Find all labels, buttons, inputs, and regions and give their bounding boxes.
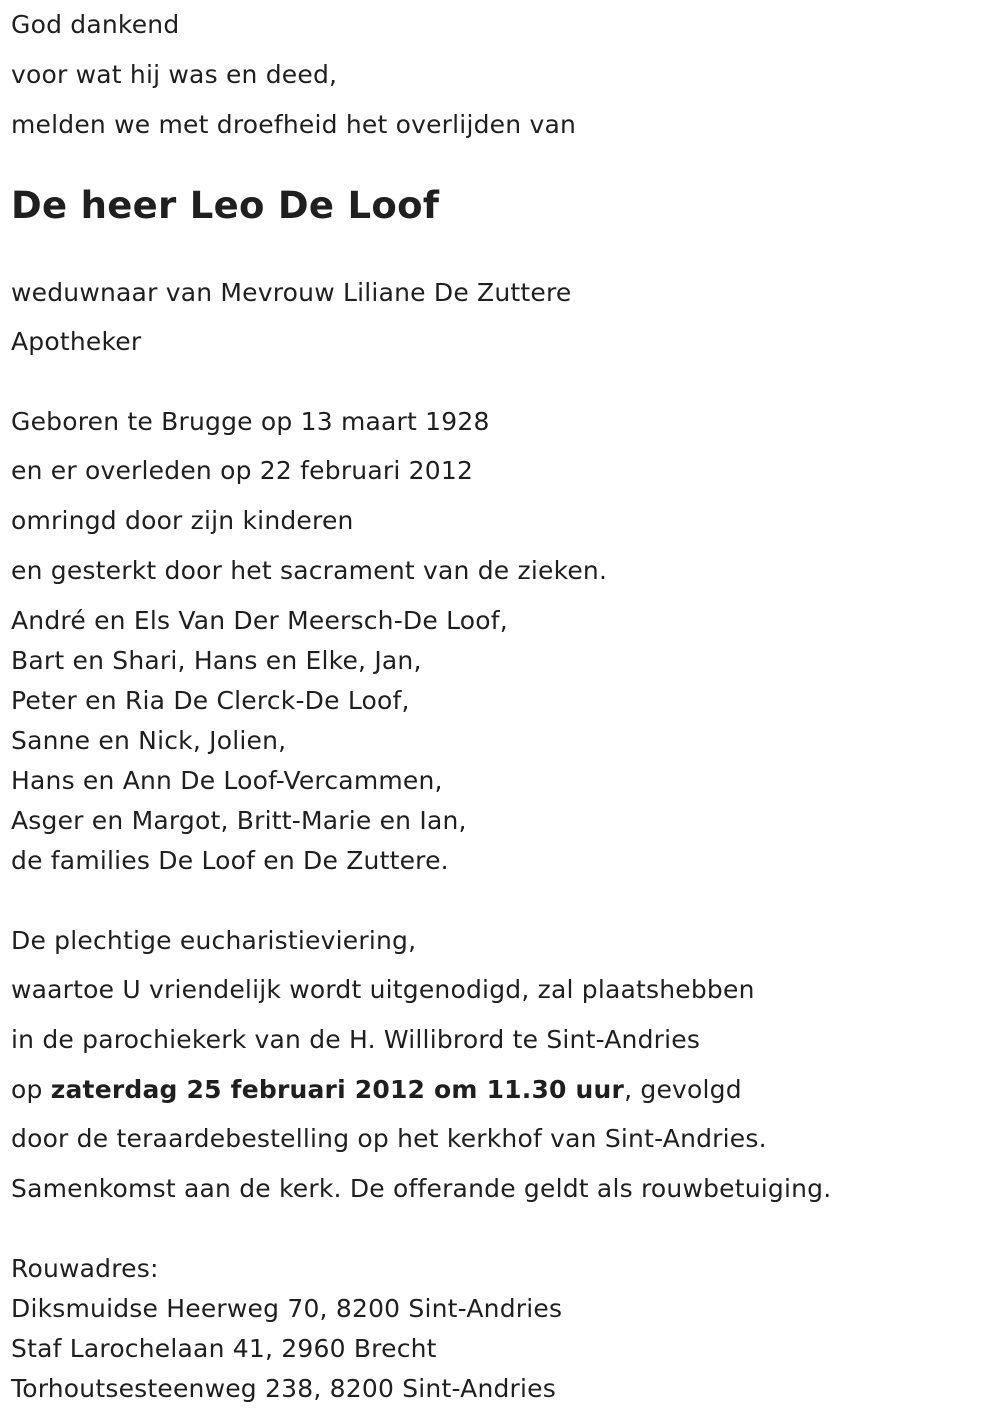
family-line-2: Bart en Shari, Hans en Elke, Jan, (11, 646, 422, 675)
address-line-1: Diksmuidse Heerweg 70, 8200 Sint-Andries (11, 1294, 563, 1323)
intro-line-2: voor wat hij was en deed, (11, 60, 338, 89)
ceremony-line-4 (11, 1077, 742, 1102)
birth-line: Geboren te Brugge op 13 maart 1928 (11, 407, 490, 436)
family-line-4: Sanne en Nick, Jolien, (11, 726, 287, 755)
family-line-6: Asger en Margot, Britt-Marie en Ian, (11, 806, 467, 835)
address-line-2: Staf Larochelaan 41, 2960 Brecht (11, 1334, 437, 1363)
ceremony-date-suffix: , gevolgd (624, 1075, 742, 1104)
ceremony-date: zaterdag 25 februari 2012 om 11.30 uur (50, 1075, 625, 1104)
surrounded-line: omringd door zijn kinderen (11, 506, 354, 535)
ceremony-date-prefix: op (11, 1075, 51, 1104)
family-line-3: Peter en Ria De Clerck-De Loof, (11, 686, 410, 715)
ceremony-line-1: De plechtige eucharistieviering, (11, 926, 417, 955)
death-line: en er overleden op 22 februari 2012 (11, 456, 474, 485)
family-line-5: Hans en Ann De Loof-Vercammen, (11, 766, 443, 795)
intro-line-3: melden we met droefheid het overlijden van (11, 110, 577, 139)
deceased-name: De heer Leo De Loof (11, 184, 440, 227)
ceremony-line-2: waartoe U vriendelijk wordt uitgenodigd, zal plaatshebben (11, 975, 755, 1004)
ceremony-line-5: door de teraardebestelling op het kerkhof van Sint-Andries. (11, 1124, 767, 1153)
sacrament-line: en gesterkt door het sacrament van de zieken. (11, 556, 608, 585)
relation-line-2: Apotheker (11, 327, 142, 356)
ceremony-line-3: in de parochiekerk van de H. Willibrord te Sint-Andries (11, 1025, 701, 1054)
family-line-1: André en Els Van Der Meersch-De Loof, (11, 606, 508, 635)
intro-line-1: God dankend (11, 10, 180, 39)
relation-line-1: weduwnaar van Mevrouw Liliane De Zuttere (11, 278, 572, 307)
address-label: Rouwadres: (11, 1254, 159, 1283)
address-line-3: Torhoutsesteenweg 238, 8200 Sint-Andries (11, 1374, 556, 1403)
family-line-7: de families De Loof en De Zuttere. (11, 846, 449, 875)
ceremony-line-6: Samenkomst aan de kerk. De offerande geldt als rouwbetuiging. (11, 1174, 832, 1203)
